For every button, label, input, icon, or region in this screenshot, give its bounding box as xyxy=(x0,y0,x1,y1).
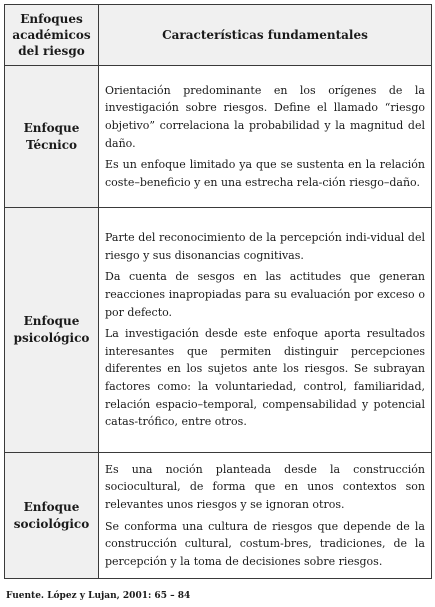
source-citation: Fuente. López y Lujan, 2001: 65 – 84 xyxy=(6,591,191,601)
technical-paragraph-2: Es un enfoque limitado ya que se sustenta en la relación coste–beneficio y en una estrecha rela-ción riesgo–daño. xyxy=(105,158,425,189)
row-label-psychological-line-1: Enfoque xyxy=(23,314,80,328)
risk-approaches-table xyxy=(4,4,432,579)
psychological-paragraph-3: La investigación desde este enfoque aporta resultados interesantes que permiten distinguir percepciones diferentes en los sujetos ante los riesgos. Se subrayan factores como: la voluntariedad, control, familiaridad, relación espacio–temporal, compensabilidad y potencial catas-trófico, entre otros. xyxy=(105,327,425,429)
psychological-paragraph-1: Parte del reconocimiento de la percepción indi-vidual del riesgo y sus disonancias cognitivas. xyxy=(105,231,425,262)
row-label-sociological-line-2: sociológico xyxy=(13,516,90,531)
row-label-technical-line-2: Técnico xyxy=(25,137,78,152)
header-approaches xyxy=(5,5,99,66)
technical-paragraph-1: Orientación predominante en los orígenes de la investigación sobre riesgos. Define el llamado “riesgo objetivo” correlaciona la probabilidad y la magnitud del daño. xyxy=(105,83,425,150)
sociological-paragraph-2: Se conforma una cultura de riesgos que depende de la construcción cultural, costum-bres, tradiciones, de la percepción y la toma de decisiones sobre riesgos. xyxy=(105,519,425,568)
row-content-sociological xyxy=(99,453,432,579)
header-approaches-line-1: Enfoques xyxy=(20,12,83,26)
row-label-sociological-line-1: Enfoque xyxy=(23,499,80,514)
row-label-technical-line-1: Enfoque xyxy=(23,120,80,135)
sociological-paragraph-1: Es una noción planteada desde la construcción sociocultural, de forma que en unos contextos son relevantes unos riesgos y se ignoran otros. xyxy=(105,462,425,511)
row-content-psychological xyxy=(99,208,432,453)
row-label-psychological-line-2: psicológico xyxy=(13,331,90,345)
header-approaches-line-2: académicos xyxy=(12,28,91,42)
psychological-paragraph-2: Da cuenta de sesgos en las actitudes que generan reacciones inapropiadas para su evaluación por exceso o por defecto. xyxy=(105,270,425,319)
table-row-psychological xyxy=(5,208,432,453)
risk-approaches-table-container xyxy=(4,4,431,579)
table-row-technical xyxy=(5,66,432,208)
row-label-psychological xyxy=(5,208,99,453)
header-characteristics: Características fundamentales xyxy=(99,5,432,66)
header-approaches-line-3: del riesgo xyxy=(18,44,85,58)
row-label-sociological xyxy=(5,453,99,579)
table-row-sociological xyxy=(5,453,432,579)
row-content-technical xyxy=(99,66,432,208)
row-label-technical xyxy=(5,66,99,208)
table-header-row xyxy=(5,5,432,66)
